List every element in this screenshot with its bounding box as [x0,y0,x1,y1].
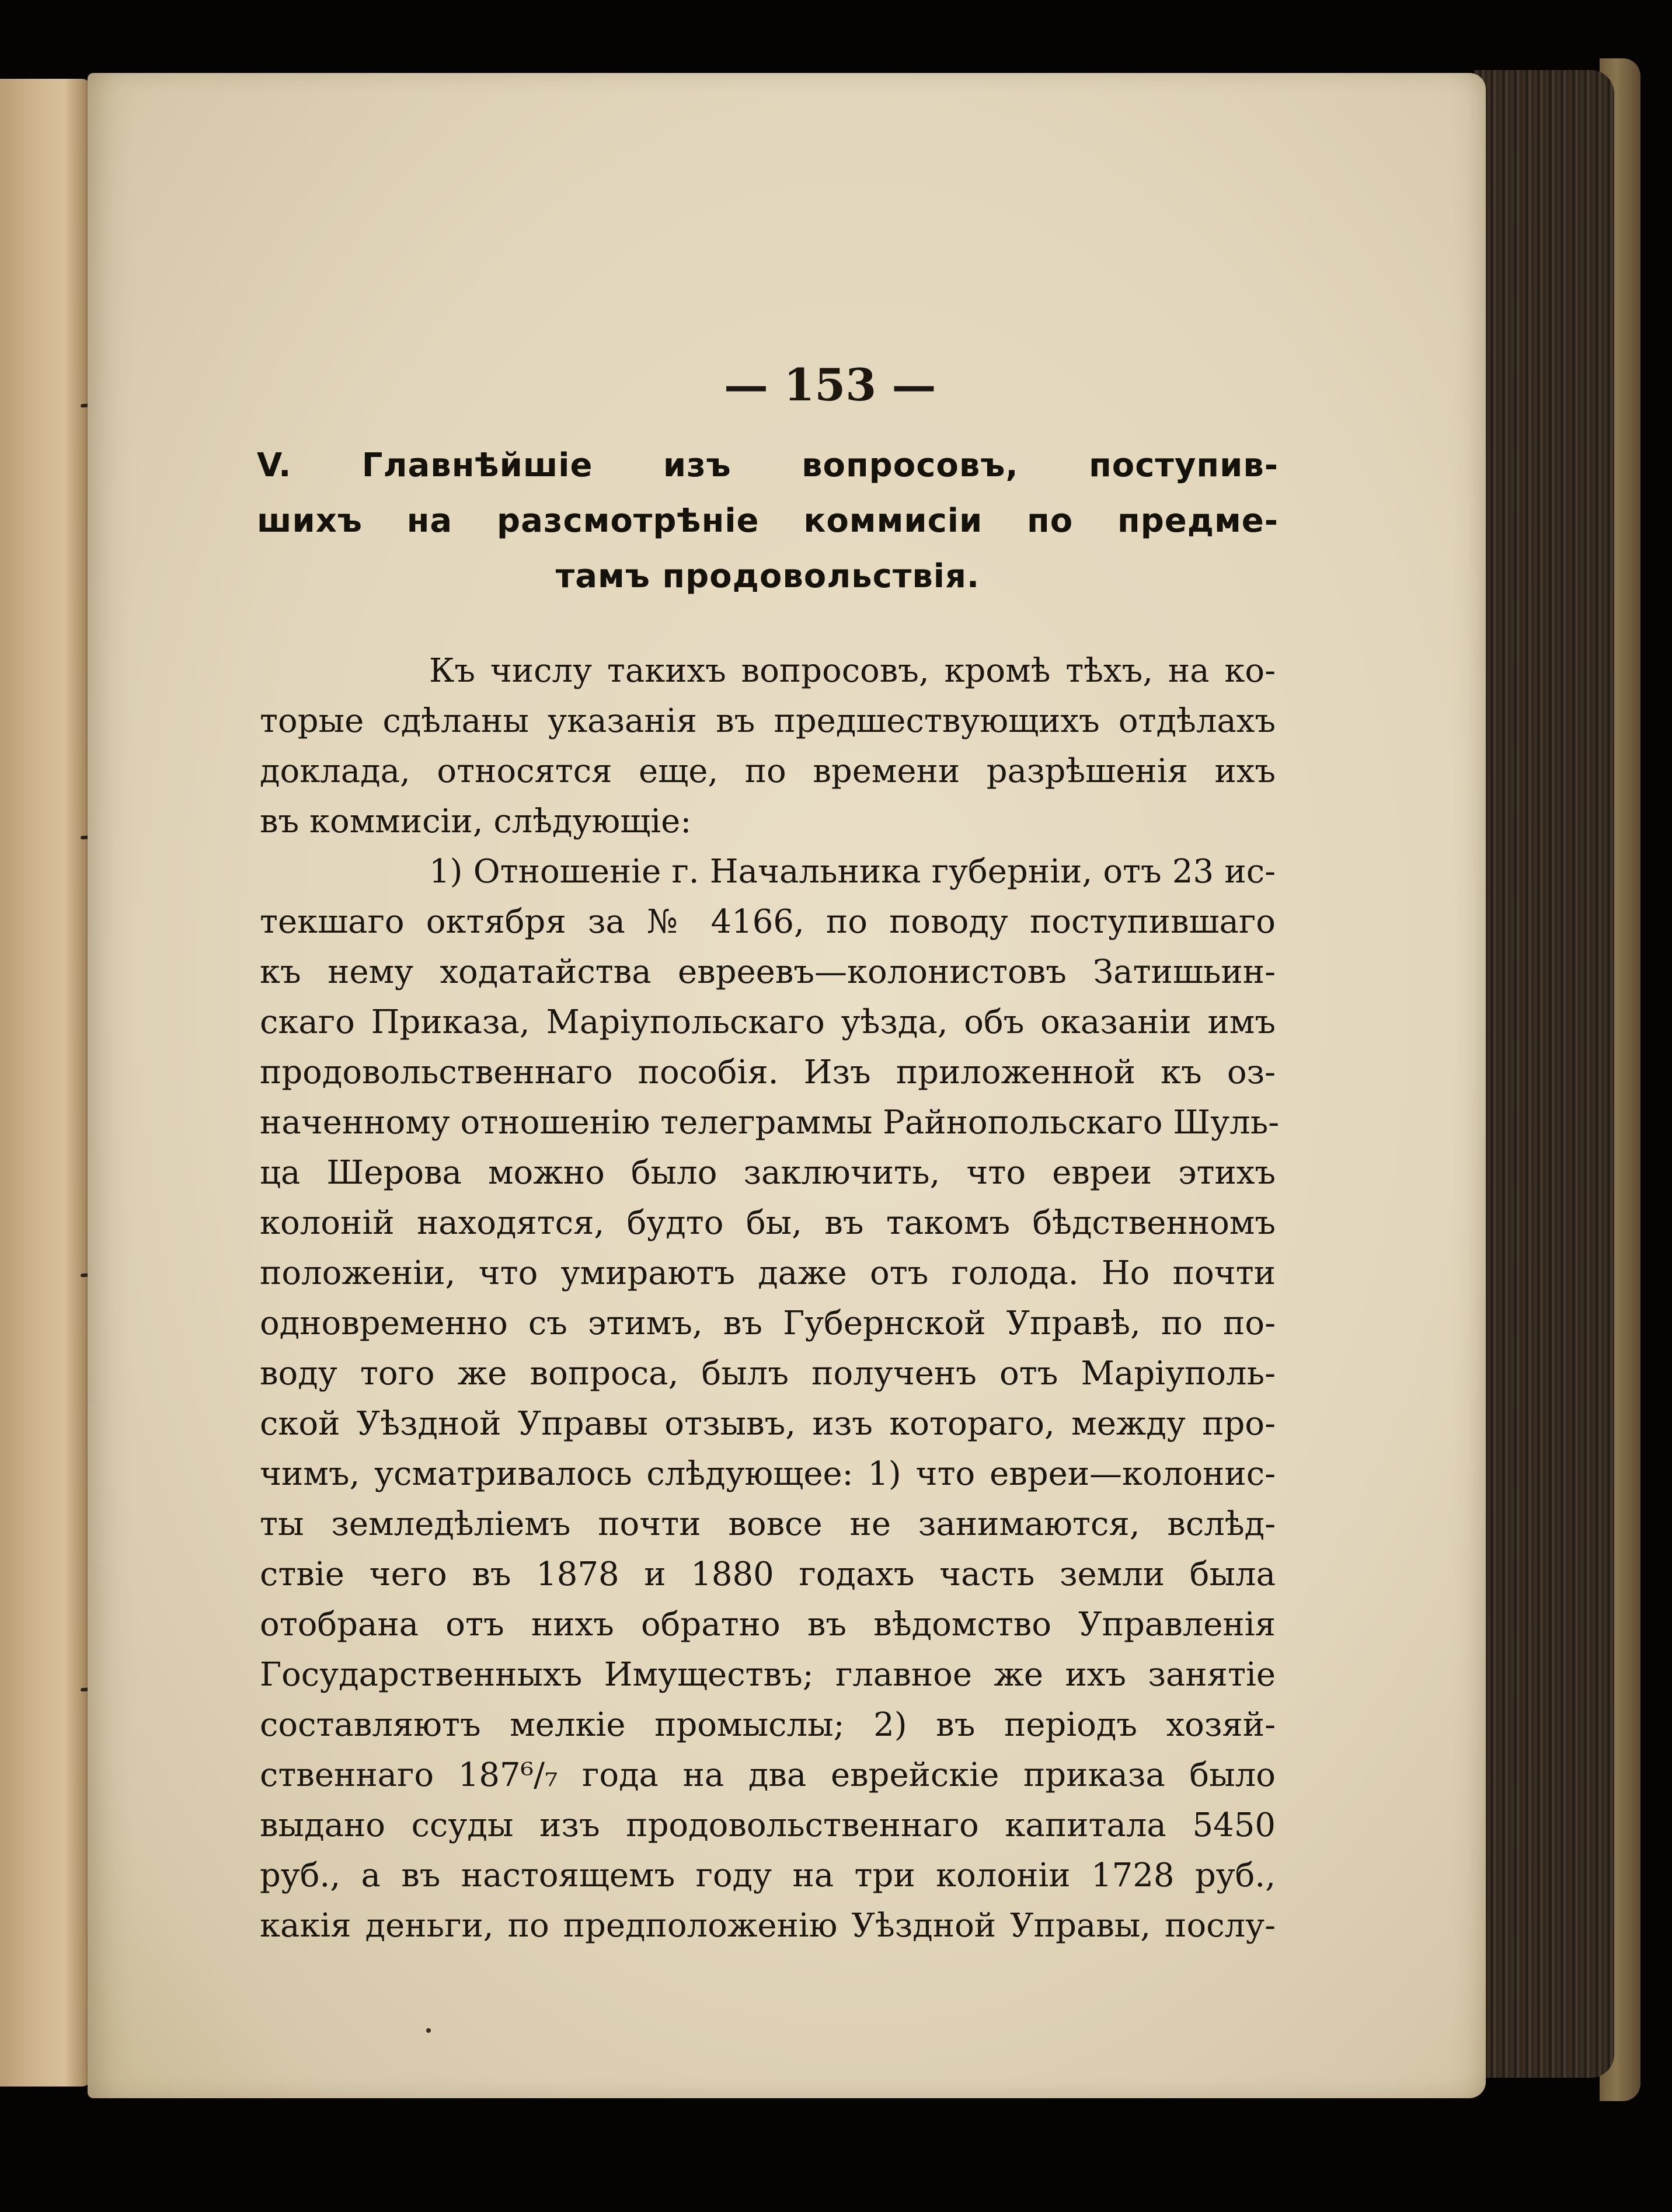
text-line: руб., а въ настоящемъ году на три колоніи 1728 руб., [260,1857,1276,1894]
text-line: ца Шерова можно было заключить, что евреи этихъ [260,1154,1276,1192]
text-line: въ коммисіи, слѣдующіе: [260,803,692,840]
section-heading-line: шихъ на разсмотрѣніе коммисіи по предме- [257,502,1279,540]
text-line: выдано ссуды изъ продовольственнаго капитала 5450 [260,1806,1276,1844]
text-line: ской Уѣздной Управы отзывъ, изъ котораго, между про- [260,1405,1276,1443]
text-line: наченному отношенію телеграммы Райнопольскаго Шуль- [260,1104,1280,1142]
book-page [88,73,1486,2098]
text-line: ты земледѣліемъ почти вовсе не занимаются, вслѣд- [260,1505,1276,1543]
text-line: ственнаго 187⁶/₇ года на два еврейскіе приказа было [260,1756,1276,1794]
text-line: продовольственнаго пособія. Изъ приложенной къ оз- [260,1053,1276,1091]
text-line: 1) Отношеніе г. Начальника губерніи, отъ 23 ис- [429,853,1276,891]
text-line: торые сдѣланы указанія въ предшествующихъ отдѣлахъ [260,702,1276,740]
text-line: Государственныхъ Имуществъ; главное же ихъ занятіе [260,1656,1276,1694]
text-line: воду того же вопроса, былъ полученъ отъ Маріуполь- [260,1355,1276,1393]
text-line: чимъ, усматривалось слѣдующее: 1) что евреи—колонис- [260,1455,1276,1493]
text-line: къ нему ходатайства евреевъ—колонистовъ Затишьин- [260,953,1276,991]
page-number: — 153 — [724,359,936,411]
text-line: составляютъ мелкіе промыслы; 2) въ періодъ хозяй- [260,1706,1276,1744]
text-line: доклада, относятся еще, по времени разрѣшенія ихъ [260,752,1276,790]
text-line: одновременно съ этимъ, въ Губернской Управѣ, по по- [260,1304,1276,1342]
text-line: текшаго октября за № 4166, по поводу поступившаго [260,903,1276,941]
text-line: отобрана отъ нихъ обратно въ вѣдомство Управленія [260,1606,1276,1644]
text-line: какія деньги, по предположенію Уѣздной Управы, послу- [260,1907,1276,1945]
text-line: ствіе чего въ 1878 и 1880 годахъ часть земли была [260,1555,1276,1593]
previous-page-edge [0,79,92,2087]
section-heading-line: тамъ продовольствія. [555,557,980,595]
text-line: положеніи, что умираютъ даже отъ голода. Но почти [260,1254,1276,1292]
paper-speck [426,2028,431,2033]
text-line: скаго Приказа, Маріупольскаго уѣзда, объ оказаніи имъ [260,1003,1276,1041]
text-line: Къ числу такихъ вопросовъ, кромѣ тѣхъ, на ко- [429,652,1276,690]
text-line: колоній находятся, будто бы, въ такомъ бѣдственномъ [260,1204,1276,1242]
section-heading-line: V. Главнѣйшіе изъ вопросовъ, поступив- [257,446,1279,484]
page-stack-edges [1474,70,1614,2078]
